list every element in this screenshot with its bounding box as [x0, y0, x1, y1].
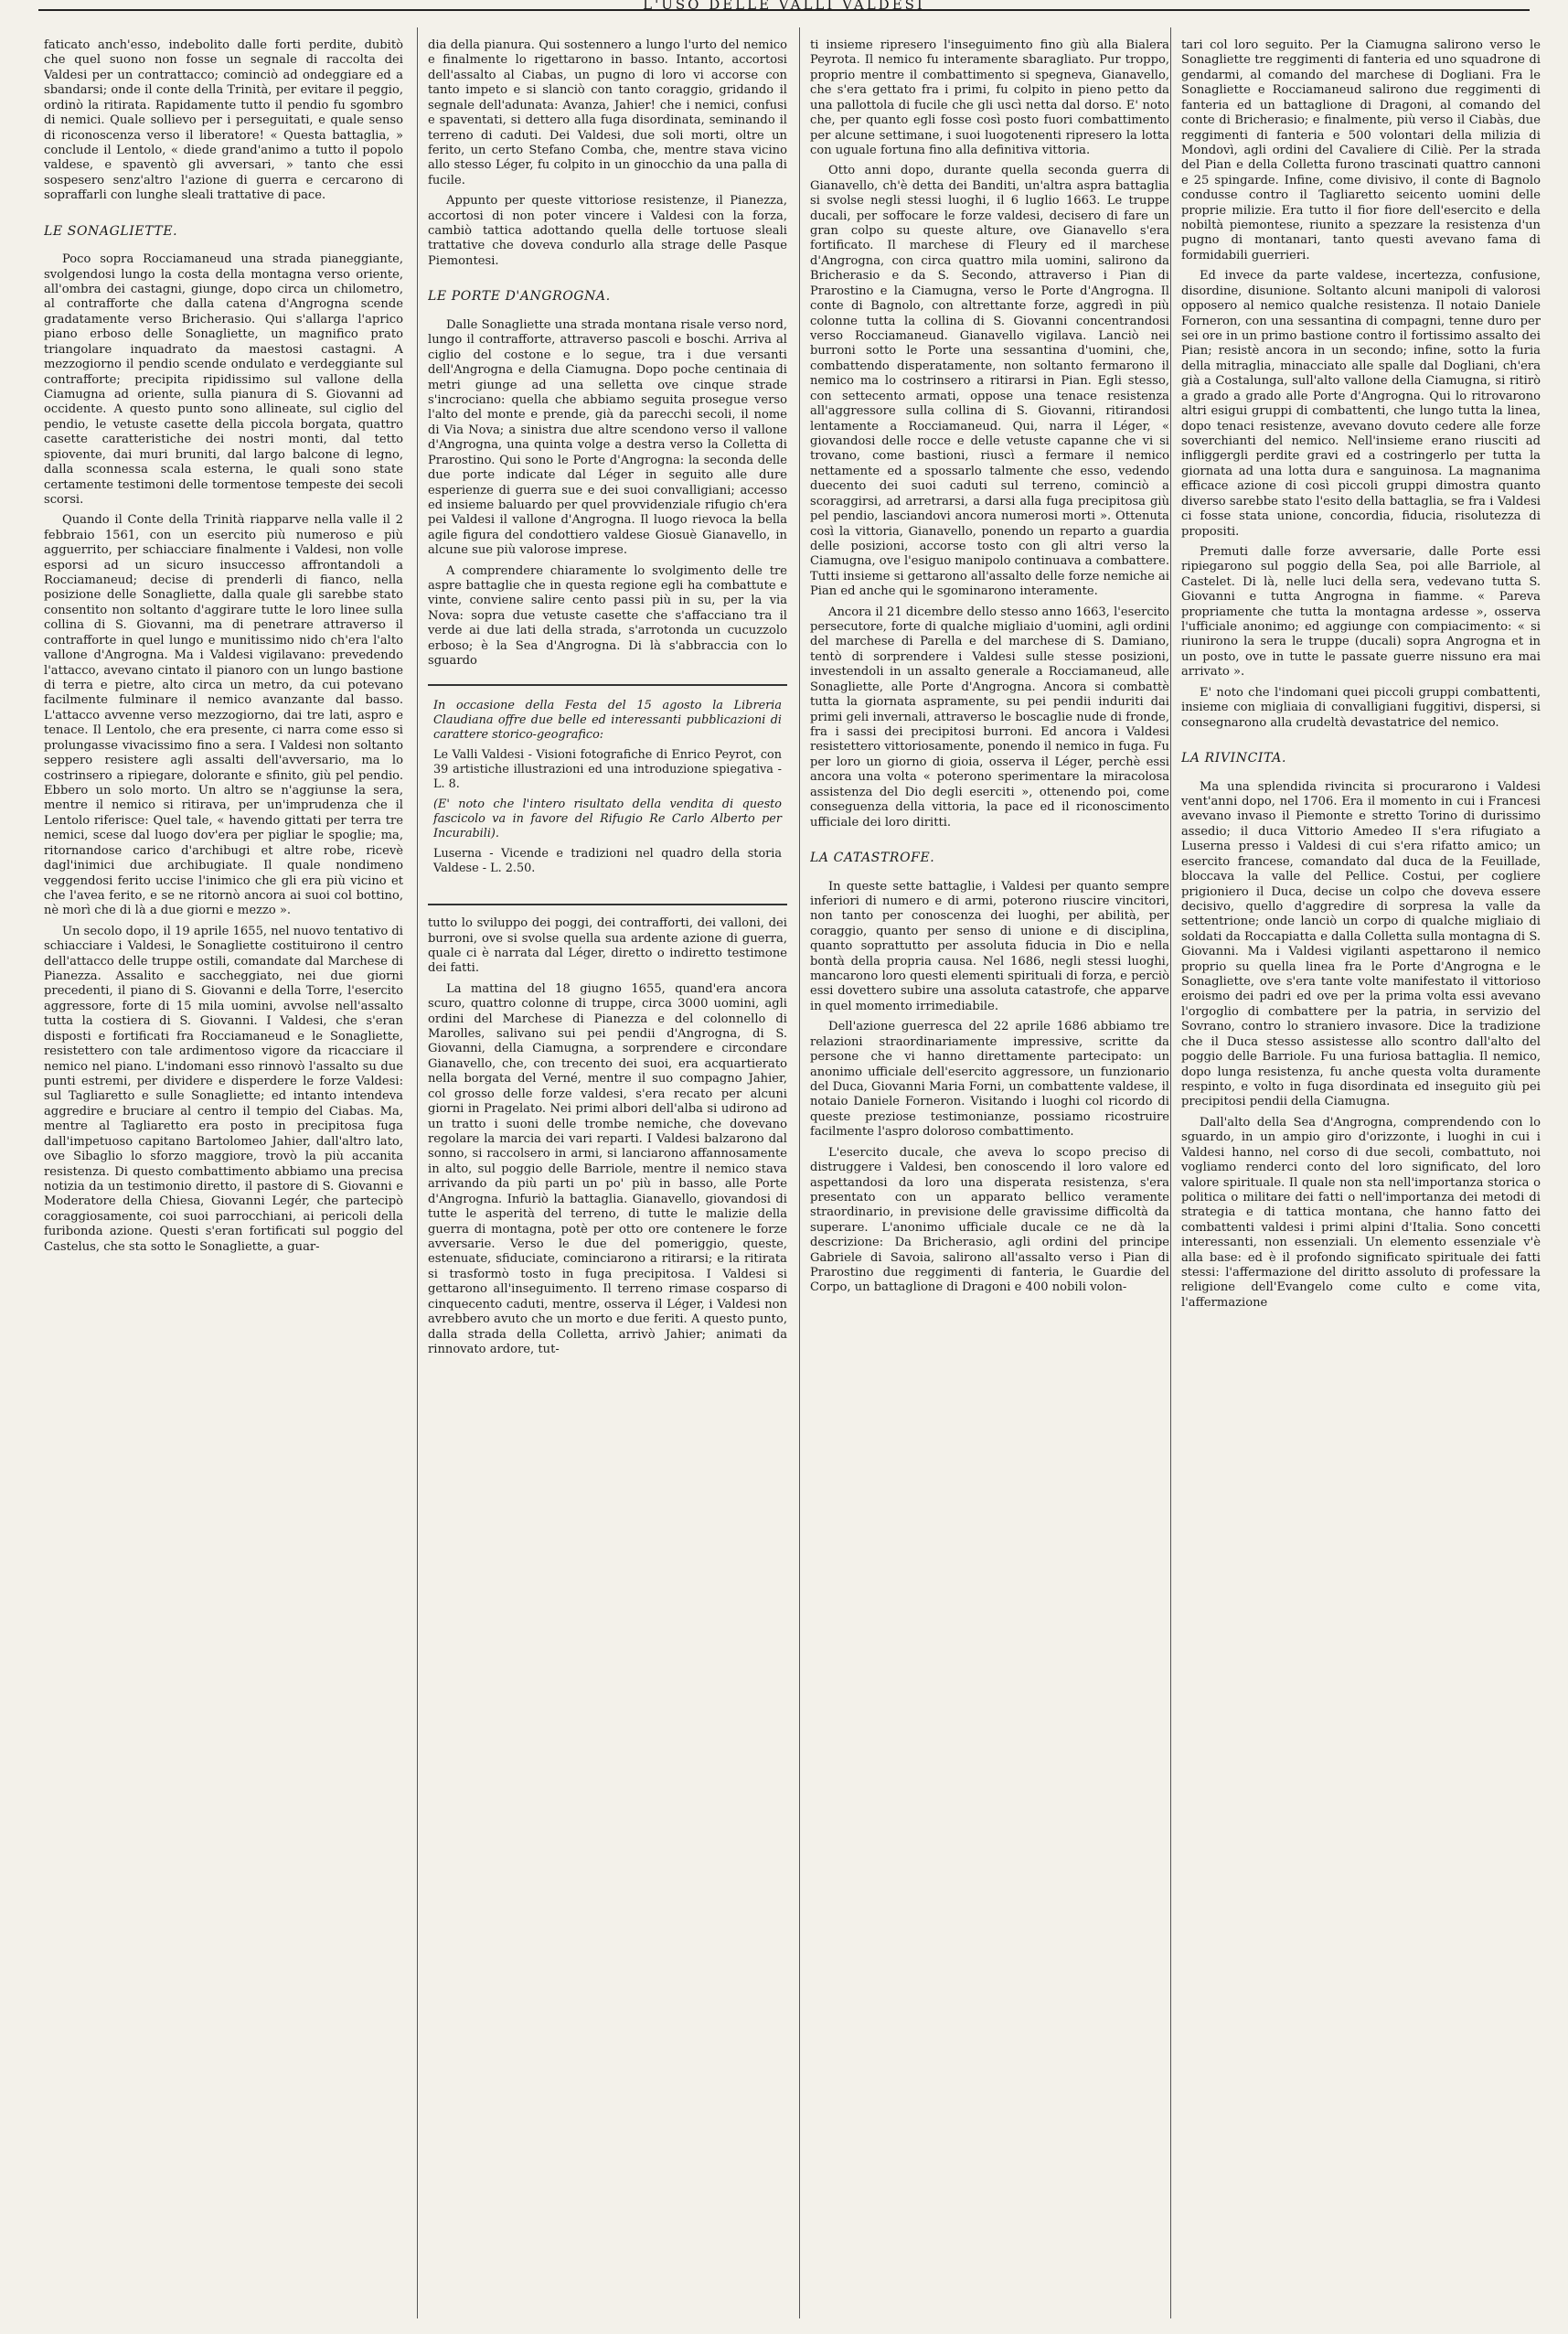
article-paragraph: E' noto che l'indomani quei piccoli gruppi combattenti, insieme con migliaia di convalligiani fuggitivi, dispersi, si consegnarono alla crudeltà devastatrice del nemico.: [1181, 685, 1541, 730]
article-paragraph: Poco sopra Rocciamaneud una strada pianeggiante, svolgendosi lungo la costa della montagna verso oriente, all'ombra dei castagni, giunge, dopo circa un chilometro, al contrafforte che dalla catena d'Angrogna scende gradatamente verso Bricherasio. Qui s'allarga l'aprico piano erboso delle Sonagliette, un magnifico prato triangolare inquadrato da maestosi castagni. A mezzogiorno il pendio scende ondulato e verdeggiante sul contrafforte; precipita ripidissimo sul vallone della Ciamugna ad oriente, sulla pianura di S. Giovanni ad occidente. A questo punto sono allineate, sul ciglio del pendio, le vetuste casette della piccola borgata, quattro casette caratteristiche dei nostri monti, dal tetto spiovente, dai muri bruniti, dal largo balcone di legno, dalla sconnessa scala esterna, le quali sono state certamente testimoni delle tormentose tempeste dei secoli scorsi.: [44, 252, 403, 507]
section-heading-rivincita: LA RIVINCITA.: [1181, 750, 1286, 766]
notice-publication-2: Luserna - Vicende e tradizioni nel quadro della storia Valdese - L. 2.50.: [433, 847, 782, 876]
section-heading-porte-angrogna: LE PORTE D'ANGROGNA.: [428, 289, 611, 305]
article-paragraph: La mattina del 18 giugno 1655, quand'era ancora scuro, quattro colonne di truppe, circa 3000 uomini, agli ordini del Marchese di Pianezza e del colonnello di Marolles, salivano sui pei pendii d'Angrogna, di S. Giovanni, della Ciamugna, a sorprendere e circondare Gianavello, che, con trecento dei suoi, era acquartierato nella borgata del Verné, mentre il suo compagno Jahier, col grosso delle forze valdesi, s'era recato per alcuni giorni in Pragelato. Nei primi albori dell'alba si udirono ad un tratto i suoni delle trombe nemiche, che dovevano regolare la marcia dei vari reparti. I Valdesi balzarono dal sonno, si raccolsero in armi, si lanciarono affannosamente in alto, sul poggio delle Barriole, mentre il nemico stava arrivando da più parti un po' più in basso, alle Porte d'Angrogna. Infuriò la battaglia. Gianavello, giovandosi di tutte le asperità del terreno, di tutte le malizie della guerra di montagna, potè per otto ore contenere le forze avversarie. Verso le due del pomeriggio, queste, estenuate, sfiduciate, cominciarono a ritirarsi; e la ritirata si trasformò tosto in fuga precipitosa. I Valdesi si gettarono all'inseguimento. Il terreno rimase cosparso di cinquecento caduti, mentre, osserva il Léger, i Valdesi non avrebbero avuto che un morto e due feriti. A questo punto, dalla strada della Colletta, arrivò Jahier; animati da rinnovato ardore, tut-: [428, 981, 787, 1356]
article-paragraph: faticato anch'esso, indebolito dalle forti perdite, dubitò che quel suono non fosse un segnale di raccolta dei Valdesi per un contrattacco; cominciò ad ondeggiare ed a sbandarsi; onde il conte della Trinità, per evitare il peggio, ordinò la ritirata. Rapidamente tutto il pendio fu sgombro di nemici. Quale sollievo per i perseguitati, e quale senso di riconoscenza verso il liberatore! « Questa battaglia, » conclude il Lentolo, « diede grand'animo a tutto il popolo valdese, e spaventò gli avversari, » tanto che essi sospesero senz'altro l'azione di guerra e cercarono di sopraffarli con lunghe sleali trattative di pace.: [44, 38, 403, 203]
column-4: [1181, 38, 1541, 2314]
column-rule: [799, 27, 800, 2318]
article-paragraph: tari col loro seguito. Per la Ciamugna salirono verso le Sonagliette tre reggimenti di fanteria ed uno squadrone di gendarmi, al comando del marchese di Dogliani. Fra le Sonagliette e Rocciamaneud salirono due reggimenti di fanteria ed un battaglione di Dragoni, al comando del conte di Bricherasio; e finalmente, più verso il Ciabàs, due reggimenti di fanteria e 500 volontari della milizia di Mondovì, agli ordini del Cavaliere di Ciliè. Per la strada del Pian e della Colletta furono trascinati quattro cannoni e 25 spingarde. Infine, come divisivo, il conte di Bagnolo condusse contro il Tagliaretto seicento uomini delle proprie milizie. Era tutto il fior fiore dell'esercito e della nobiltà piemontese, riunito a spezzare la resistenza d'un pugno di montanari, tanto questi avevano fama di formidabili guerrieri.: [1181, 38, 1541, 262]
article-paragraph: Appunto per queste vittoriose resistenze, il Pianezza, accortosi di non poter vincere i Valdesi con la forza, cambiò tattica adottando quella delle tortuose sleali trattative che doveva condurlo alla strage delle Pasque Piemontesi.: [428, 194, 787, 268]
article-paragraph: Ed invece da parte valdese, incertezza, confusione, disordine, disunione. Soltanto alcuni manipoli di valorosi opposero al nemico qualche resistenza. Il notaio Daniele Forneron, con una sessantina di compagni, tenne duro per sei ore in un primo bastione contro il fortissimo assalto dei Pian; resistè ancora in un secondo; infine, sotto la furia della mitraglia, minacciato alle spalle dal Dogliani, ch'era già a Costalunga, sull'alto vallone della Ciamugna, si ritirò a grado a grado alle Porte d'Angrogna. Qui lo ritrovarono altri esigui gruppi di combattenti, che lungo tutta la linea, dopo tenaci resistenze, avevano dovuto cedere alle forze soverchianti del nemico. Nell'insieme erano riusciti ad infliggergli perdite gravi ed a costringerlo per tutta la giornata ad una lotta dura e sanguinosa. La magnanima efficace azione di così piccoli gruppi dimostra quanto diverso sarebbe stato l'esito della battaglia, se fra i Valdesi ci fosse stata unione, concordia, fiducia, risolutezza di propositi.: [1181, 269, 1541, 539]
column-1: [44, 38, 403, 2314]
article-paragraph: Quando il Conte della Trinità riapparve nella valle il 2 febbraio 1561, con un esercito più numeroso e più agguerrito, per schiacciare finalmente i Valdesi, non volle esporsi ad un sicuro insuccesso affrontandoli a Rocciamaneud; decise di prenderli di fianco, nella posizione delle Sonagliette, dalla quale gli sarebbe stato consentito non soltanto d'aggirare tutte le loro linee sulla collina di S. Giovanni, ma di penetrare attraverso il contrafforte in quel lungo e munitissimo nido ch'era l'alto vallone d'Angrogna. Ma i Valdesi vigilavano: prevedendo l'attacco, avevano cintato il pianoro con un lungo bastione di terra e pietre, alto circa un metro, da cui potevano facilmente fulminare il nemico avanzante dal basso. L'attacco avvenne verso mezzogiorno, dai tre lati, aspro e tenace. Il Lentolo, che era presente, ci narra come esso si prolungasse vivacissimo fino a sera. I Valdesi non soltanto seppero resistere agli assalti dell'avversario, ma lo costrinsero a ripiegare, dolorante e sfinito, giù pel pendio. Ebbero un solo morto. Un altro se n'aggiunse la sera, mentre il nemico si ritirava, per un'imprudenza che il Lentolo riferisce: Quel tale, « havendo gittati per terra tre nemici, scese dal luogo dov'era per pigliar le spoglie; ma, ritornandose carico d'archibugi et altre robe, ricevè dagl'inimici due archibugiate. Il quale nondimeno veggendosi ferito uccise l'inimico che gli era più vicino et che l'avea ferito, e se ne ritornò ancora ai suoi col bottino, nè morì che di là a due giorni e mezzo ».: [44, 513, 403, 918]
article-paragraph: ti insieme ripresero l'inseguimento fino giù alla Bialera Peyrota. Il nemico fu interamente sbaragliato. Pur troppo, proprio mentre il combattimento si spegneva, Gianavello, che s'era gettato fra i primi, fu colpito in pieno petto da una pallottola di fucile che gli uscì netta dal dorso. E' noto che, per quanto egli fosse così posto fuori combattimento per alcune settimane, i suoi luogotenenti ripresero la lotta con uguale fortuna fino alla definitiva vittoria.: [810, 38, 1169, 157]
article-paragraph: Un secolo dopo, il 19 aprile 1655, nel nuovo tentativo di schiacciare i Valdesi, le Sonagliette costituirono il centro dell'attacco delle truppe ostili, comandate dal Marchese di Pianezza. Assalito e saccheggiato, nei due giorni precedenti, il piano di S. Giovanni e della Torre, l'esercito aggressore, forte di 15 mila uomini, avvolse nell'assalto tutta la costiera di S. Giovanni. I Valdesi, che s'eran disposti e fortificati fra Rocciamaneud e le Sonagliette, resistettero con tale ardimentoso vigore da ricacciare il nemico nel piano. L'indomani esso rinnovò l'assalto su due punti estremi, per dividere e disperdere le forze Valdesi: sul Tagliaretto e sulle Sonagliette; ed intanto intendeva aggredire e bruciare al centro il tempio del Ciabas. Ma, mentre al Tagliaretto era posto in precipitosa fuga dall'impetuoso capitano Bartolomeo Jahier, dall'altro lato, ove Sibaglio lo sforzo maggiore, trovò la più accanita resistenza. Di questo combattimento abbiamo una precisa notizia da un testimonio diretto, il pastore di S. Giovanni e Moderatore della Chiesa, Giovanni Legér, che partecipò coraggiosamente, coi suoi parrocchiani, ai pericoli della furibonda azione. Questi s'eran fortificati sul poggio del Castelus, che sta sotto le Sonagliette, a guar-: [44, 924, 403, 1254]
section-heading-catastrofe: LA CATASTROFE.: [810, 850, 935, 865]
notice-note: (E' noto che l'intero risultato della vendita di questo fascicolo va in favore del Rifugio Re Carlo Alberto per Incurabili).: [433, 797, 782, 840]
notice-intro: In occasione della Festa del 15 agosto la Libreria Claudiana offre due belle ed interessanti pubblicazioni di carattere storico-geografico:: [433, 698, 782, 742]
article-paragraph: Dall'alto della Sea d'Angrogna, comprendendo con lo sguardo, in un ampio giro d'orizzonte, i luoghi in cui i Valdesi hanno, nel corso di due secoli, combattuto, noi vogliamo renderci conto del loro significato, del loro valore spirituale. Il quale non sta nell'importanza storica o politica o militare dei fatti o nell'importanza dei metodi di strategia e di tattica montana, che hanno fatto dei combattenti valdesi i primi alpini d'Italia. Sono concetti interessanti, non essenziali. Un elemento essenziale v'è alla base: ed è il profondo significato spirituale dei fatti stessi: l'affermazione del diritto assoluto di professare la religione dell'Evangelo come culto e come vita, l'affermazione: [1181, 1115, 1541, 1310]
article-paragraph: Premuti dalle forze avversarie, dalle Porte essi ripiegarono sul poggio della Sea, poi alle Barriole, al Castelet. Di là, nelle luci della sera, vedevano tutta S. Giovanni e tutta Angrogna in fiamme. « Pareva propriamente che tutta la montagna ardesse », osserva l'ufficiale anonimo; ed aggiunge con compiacimento: « si riunirono la sera le truppe (ducali) sopra Angrogna et in un posto, ove in tutte le passate guerre nissuno era mai arrivato ».: [1181, 544, 1541, 680]
column-3: [810, 38, 1169, 2314]
article-paragraph: Otto anni dopo, durante quella seconda guerra di Gianavello, ch'è detta dei Banditi, un'altra aspra battaglia si svolse negli stessi luoghi, il 6 luglio 1663. Le truppe ducali, per soffocare le forze valdesi, decisero di fare un gran colpo su queste alture, ove Gianavello s'era fortificato. Il marchese di Fleury ed il marchese d'Angrogna, con circa quattro mila uomini, salirono da Bricherasio e da S. Secondo, attraverso i Pian di Prarostino e la Ciamugna, verso le Porte d'Angrogna. Il conte di Bagnolo, con altrettante forze, aggredì in più colonne tutta la collina di S. Giovanni concentrandosi verso Rocciamaneud. Gianavello vigilava. Lanciò nei burroni sotto le Porte una sessantina d'uomini, che, combattendo disperatamente, non soltanto fermarono il nemico ma lo costrinsero a ritirarsi in Pian. Egli stesso, con settecento armati, oppose una tenace resistenza all'aggressore sulla collina di S. Giovanni, ritirandosi lentamente a Rocciamaneud. Qui, narra il Léger, « giovandosi delle rocce e delle vetuste capanne che vi si trovano, come bastioni, riuscì a fermare il nemico nettamente ed a spossarlo talmente che esso, vedendo duecento dei suoi caduti sul terreno, cominciò a scoraggirsi, ad arretrarsi, a darsi alla fuga precipitosa giù pel pendio, lasciandovi ancora numerosi morti ». Ottenuta così la vittoria, Gianavello, ponendo un reparto a guardia delle posizioni, accorse tosto con gli altri verso la Ciamugna, ove l'esiguo manipolo continuava a combattere. Tutti insieme si gettarono all'assalto delle forze nemiche ai Pian ed anche qui le sgominarono interamente.: [810, 164, 1169, 599]
notice-publication-1: Le Valli Valdesi - Visioni fotografiche di Enrico Peyrot, con 39 artistiche illustrazioni ed una introduzione spiegativa - L. 8.: [433, 747, 782, 791]
column-2: [428, 38, 787, 2314]
article-paragraph: dia della pianura. Qui sostennero a lungo l'urto del nemico e finalmente lo rigettarono in basso. Intanto, accortosi dell'assalto al Ciabas, un pugno di loro vi accorse con tanto impeto e si slanciò con tanto coraggio, gridando il segnale dell'adunata: Avanza, Jahier! che i nemici, confusi e spaventati, si dettero alla fuga disordinata, seminando il terreno di caduti. Dei Valdesi, due soli morti, oltre un ferito, un certo Stefano Comba, che, mentre stava vicino allo stesso Léger, fu colpito in un ginocchio da una palla di fucile.: [428, 38, 787, 187]
column-rule: [1170, 27, 1171, 2318]
column-rule: [417, 27, 418, 2318]
article-paragraph: Ma una splendida rivincita si procurarono i Valdesi vent'anni dopo, nel 1706. Era il momento in cui i Francesi avevano invaso il Piemonte e stretto Torino di durissimo assedio; il duca Vittorio Amedeo II s'era rifugiato a Luserna presso i Valdesi di cui s'era rifatto amico; un esercito francese, comandato dal duca de la Feuillade, bloccava la valle del Pellice. Costui, per cogliere prigioniero il Duca, decise un colpo che doveva essere decisivo, quello d'aggredire di sorpresa la valle da settentrione; onde lanciò un corpo di qualche migliaio di soldati da Roccapiatta e dalla Colletta sulla montagna di S. Giovanni. Ma i Valdesi vigilanti aspettarono il nemico proprio su quella linea fra le Porte d'Angrogna e le Sonagliette, ove s'era tante volte manifestato il vittorioso eroismo dei padri ed ove per la prima volta essi avevano l'orgoglio di combattere per la patria, in servizio del Sovrano, contro lo straniero invasore. Dice la tradizione che il Duca stesso assistesse allo scontro dall'alto del poggio delle Barriole. Fu una furiosa battaglia. Il nemico, dopo lunga resistenza, fu anche questa volta duramente respinto, e volto in fuga disordinata ed inseguito giù pei precipitosi pendii della Ciamugna.: [1181, 779, 1541, 1109]
notice-separator: [428, 904, 787, 905]
claudiana-notice-box: [428, 684, 787, 890]
article-paragraph: A comprendere chiaramente lo svolgimento delle tre aspre battaglie che in questa regione egli ha combattute e vinte, conviene salire cento passi più in su, per la via Nova: sopra due vetuste casette che s'affacciano tra il verde ai due lati della strada, s'arrotonda un cucuzzolo erboso; è la Sea d'Angrogna. Di là s'abbraccia con lo sguardo: [428, 563, 787, 669]
section-heading-sonagliette: LE SONAGLIETTE.: [44, 223, 178, 239]
article-paragraph: Dalle Sonagliette una strada montana risale verso nord, lungo il contrafforte, attraverso pascoli e boschi. Arriva al ciglio del costone e lo segue, tra i due versanti dell'Angrogna e della Ciamugna. Dopo poche centinaia di metri giunge ad una selletta ove cinque strade s'incrociano: quella che abbiamo seguita prosegue verso l'alto del monte e prende, già da parecchi secoli, il nome di Via Nova; a sinistra due altre scendono verso il vallone d'Angrogna, una quinta volge a destra verso la Colletta di Prarostino. Qui sono le Porte d'Angrogna: la seconda delle due porte indicate dal Léger in seguito alle dure esperienze di guerra sue e dei suoi convalligiani; accesso ed insieme baluardo per quel provvidenziale rifugio ch'era pei Valdesi il vallone d'Angrogna. Il luogo rievoca la bella agile figura del condottiero valdese Giosuè Gianavello, in alcune sue più valorose imprese.: [428, 317, 787, 558]
running-head: L'USO DELLE VALLI VALDESI: [38, 0, 1530, 11]
article-paragraph: In queste sette battaglie, i Valdesi per quanto sempre inferiori di numero e di armi, poterono riuscire vincitori, non tanto per conoscenza dei luoghi, per abilità, per coraggio, quanto per senso di unione e di disciplina, quanto soprattutto per assoluta fiducia in Dio e nella bontà della propria causa. Nel 1686, negli stessi luoghi, mancarono loro questi elementi spirituali di forza, e perciò essi dovettero subire una assoluta catastrofe, che apparve in quel momento irrimediabile.: [810, 879, 1169, 1013]
article-paragraph: Ancora il 21 dicembre dello stesso anno 1663, l'esercito persecutore, forte di qualche migliaio d'uomini, agli ordini del marchese di Parella e del marchese di S. Damiano, tentò di sorprendere i Valdesi sulle stesse posizioni, investendoli in un assalto generale a Rocciamaneud, alle Sonagliette, alle Porte d'Angrogna. Ancora si combattè tutta la giornata aspramente, su pei pendii induriti dai primi geli invernali, attraverso le boscaglie nude di fronde, fra i sassi dei precipitosi burroni. Ed ancora i Valdesi resistettero vittoriosamente, ponendo il nemico in fuga. Fu per loro un giorno di gioia, osserva il Léger, perchè essi ancora una volta « poterono sperimentare la miracolosa assistenza del Dio degli eserciti », ottenendo poi, come conseguenza della vittoria, la pace ed il riconoscimento ufficiale dei loro diritti.: [810, 605, 1169, 830]
article-paragraph: tutto lo sviluppo dei poggi, dei contrafforti, dei valloni, dei burroni, ove si svolse quella sua ardente azione di guerra, quale ci è narrata dal Léger, diretto o indiretto testimone dei fatti.: [428, 916, 787, 976]
article-paragraph: L'esercito ducale, che aveva lo scopo preciso di distruggere i Valdesi, ben conoscendo il loro valore ed aspettandosi da loro una disperata resistenza, s'era presentato con un apparato bellico veramente straordinario, in previsione delle gravissime difficoltà da superare. L'anonimo ufficiale ducale ce ne dà la descrizione: Da Bricherasio, agli ordini del principe Gabriele di Savoia, salirono all'assalto verso i Pian di Prarostino due reggimenti di fanteria, le Guardie del Corpo, un battaglione di Dragoni e 400 nobili volon-: [810, 1145, 1169, 1295]
article-paragraph: Dell'azione guerresca del 22 aprile 1686 abbiamo tre relazioni straordinariamente impressive, scritte da persone che vi hanno direttamente partecipato: un anonimo ufficiale dell'esercito aggressore, un funzionario del Duca, Giovanni Maria Forni, un combattente valdese, il notaio Daniele Forneron. Visitando i luoghi col ricordo di queste preziose testimonianze, possiamo ricostruire facilmente l'aspro doloroso combattimento.: [810, 1020, 1169, 1140]
